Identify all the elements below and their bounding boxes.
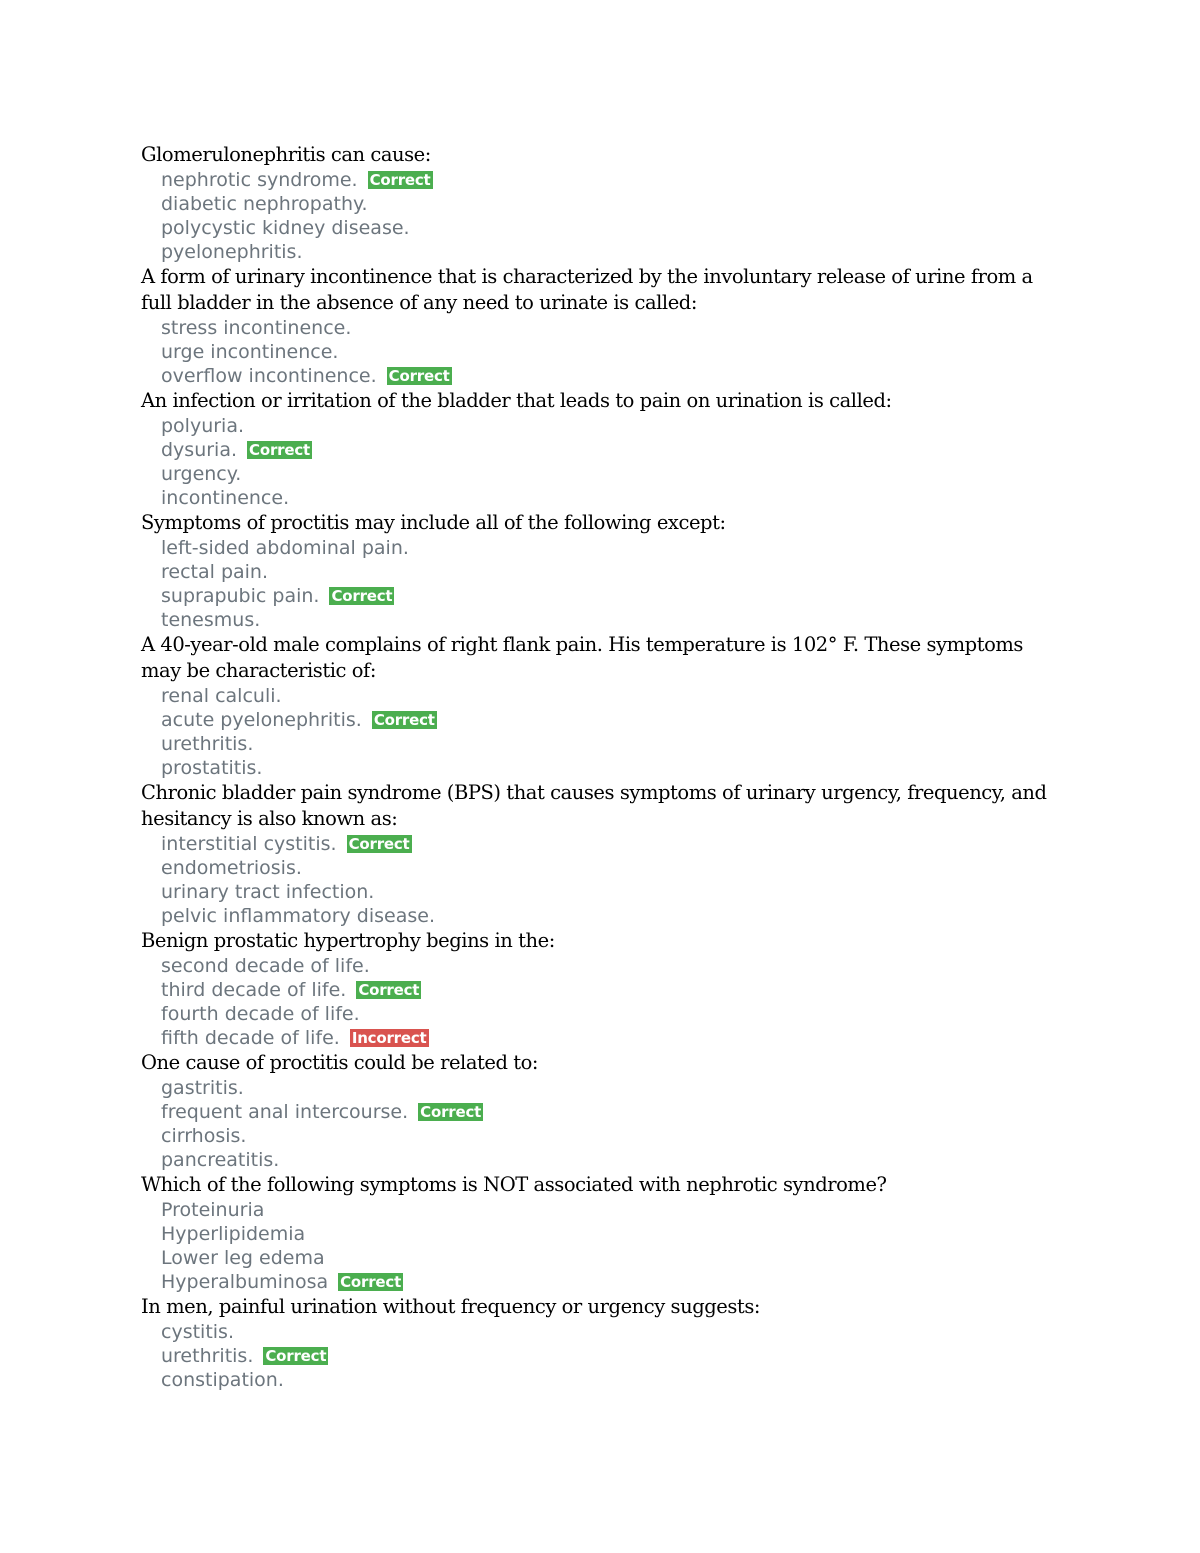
answer-text: Hyperlipidemia <box>161 1223 306 1245</box>
answer-text: polycystic kidney disease. <box>161 217 410 239</box>
question-block <box>141 1294 1061 1392</box>
answer-text: urgency. <box>161 463 242 485</box>
answer-option <box>141 584 1061 608</box>
question-text: A form of urinary incontinence that is characterized by the involuntary release of urine from a full bladder in the absence of any need to urinate is called: <box>141 265 1033 314</box>
answer-text: acute pyelonephritis. <box>161 709 362 731</box>
answer-text: Lower leg edema <box>161 1247 325 1269</box>
answer-text: incontinence. <box>161 487 290 509</box>
question-block <box>141 510 1061 632</box>
correct-badge: Correct <box>265 1347 327 1365</box>
correct-badge: Correct <box>420 1103 482 1121</box>
answer-text: second decade of life. <box>161 955 370 977</box>
question-block <box>141 780 1061 928</box>
answer-text: urethritis. <box>161 733 254 755</box>
answer-option <box>141 1026 1061 1050</box>
answer-option <box>141 1368 1061 1392</box>
answer-option <box>141 1198 1061 1222</box>
answer-option <box>141 192 1061 216</box>
question-block <box>141 1172 1061 1294</box>
correct-badge: Correct <box>369 171 431 189</box>
answer-option <box>141 340 1061 364</box>
answer-option <box>141 856 1061 880</box>
answer-text: Hyperalbuminosa <box>161 1271 329 1293</box>
answer-option <box>141 364 1061 388</box>
question-block <box>141 388 1061 510</box>
answer-text: pancreatitis. <box>161 1149 280 1171</box>
answer-list <box>141 316 1061 388</box>
answer-text: overflow incontinence. <box>161 365 377 387</box>
answer-text: stress incontinence. <box>161 317 352 339</box>
answer-text: urethritis. <box>161 1345 254 1367</box>
answer-text: polyuria. <box>161 415 245 437</box>
answer-option <box>141 1100 1061 1124</box>
answer-list <box>141 1198 1061 1294</box>
correct-badge: Correct <box>373 711 435 729</box>
correct-badge: Correct <box>358 981 420 999</box>
answer-text: endometriosis. <box>161 857 302 879</box>
incorrect-badge: Incorrect <box>351 1029 427 1047</box>
answer-text: gastritis. <box>161 1077 244 1099</box>
answer-option <box>141 832 1061 856</box>
answer-text: nephrotic syndrome. <box>161 169 358 191</box>
question-text: Chronic bladder pain syndrome (BPS) that causes symptoms of urinary urgency, frequency, and hesitancy is also known as: <box>141 781 1047 830</box>
question-text: An infection or irritation of the bladder that leads to pain on urination is called: <box>141 389 892 412</box>
question-text: Symptoms of proctitis may include all of the following except: <box>141 511 726 534</box>
question-text: In men, painful urination without frequency or urgency suggests: <box>141 1295 760 1318</box>
answer-text: suprapubic pain. <box>161 585 320 607</box>
answer-option <box>141 978 1061 1002</box>
answer-option <box>141 240 1061 264</box>
answer-text: third decade of life. <box>161 979 347 1001</box>
answer-option <box>141 954 1061 978</box>
answer-list <box>141 414 1061 510</box>
answer-text: dysuria. <box>161 439 238 461</box>
answer-list <box>141 684 1061 780</box>
answer-option <box>141 536 1061 560</box>
answer-text: cirrhosis. <box>161 1125 247 1147</box>
answer-option <box>141 1148 1061 1172</box>
answer-option <box>141 1002 1061 1026</box>
answer-option <box>141 904 1061 928</box>
answer-option <box>141 316 1061 340</box>
answer-option <box>141 732 1061 756</box>
answer-option <box>141 438 1061 462</box>
correct-badge: Correct <box>249 441 310 459</box>
question-block <box>141 1050 1061 1172</box>
answer-text: urinary tract infection. <box>161 881 375 903</box>
question-block <box>141 632 1061 780</box>
correct-badge: Correct <box>331 587 393 605</box>
answer-text: urge incontinence. <box>161 341 339 363</box>
correct-badge: Correct <box>388 367 450 385</box>
question-block <box>141 928 1061 1050</box>
answer-text: cystitis. <box>161 1321 234 1343</box>
correct-badge: Correct <box>340 1273 402 1291</box>
question-text: One cause of proctitis could be related to: <box>141 1051 539 1074</box>
quiz-document <box>141 142 1061 1392</box>
question-text: Benign prostatic hypertrophy begins in the: <box>141 929 555 952</box>
answer-option <box>141 756 1061 780</box>
answer-text: prostatitis. <box>161 757 263 779</box>
answer-text: renal calculi. <box>161 685 282 707</box>
answer-list <box>141 1320 1061 1392</box>
answer-option <box>141 168 1061 192</box>
correct-badge: Correct <box>348 835 410 853</box>
answer-text: frequent anal intercourse. <box>161 1101 409 1123</box>
answer-list <box>141 1076 1061 1172</box>
answer-text: tenesmus. <box>161 609 261 631</box>
answer-text: left-sided abdominal pain. <box>161 537 409 559</box>
answer-option <box>141 1344 1061 1368</box>
answer-text: rectal pain. <box>161 561 269 583</box>
answer-list <box>141 954 1061 1050</box>
answer-option <box>141 414 1061 438</box>
answer-text: pelvic inflammatory disease. <box>161 905 435 927</box>
answer-list <box>141 168 1061 264</box>
question-block <box>141 142 1061 264</box>
answer-option <box>141 1076 1061 1100</box>
answer-option <box>141 462 1061 486</box>
answer-text: constipation. <box>161 1369 284 1391</box>
answer-option <box>141 216 1061 240</box>
answer-option <box>141 486 1061 510</box>
answer-option <box>141 708 1061 732</box>
answer-option <box>141 608 1061 632</box>
question-text: Glomerulonephritis can cause: <box>141 143 431 166</box>
answer-text: fourth decade of life. <box>161 1003 360 1025</box>
question-block <box>141 264 1061 388</box>
question-text: A 40-year-old male complains of right flank pain. His temperature is 102° F. These symptoms may be characteristic of: <box>141 633 1023 682</box>
answer-option <box>141 1270 1061 1294</box>
answer-list <box>141 536 1061 632</box>
answer-option <box>141 1222 1061 1246</box>
answer-text: pyelonephritis. <box>161 241 303 263</box>
answer-option <box>141 880 1061 904</box>
question-text: Which of the following symptoms is NOT associated with nephrotic syndrome? <box>141 1173 887 1196</box>
answer-option <box>141 1124 1061 1148</box>
answer-text: Proteinuria <box>161 1199 265 1221</box>
answer-option <box>141 684 1061 708</box>
answer-text: fifth decade of life. <box>161 1027 340 1049</box>
answer-text: diabetic nephropathy. <box>161 193 368 215</box>
answer-text: interstitial cystitis. <box>161 833 337 855</box>
answer-option <box>141 560 1061 584</box>
answer-option <box>141 1320 1061 1344</box>
answer-option <box>141 1246 1061 1270</box>
answer-list <box>141 832 1061 928</box>
